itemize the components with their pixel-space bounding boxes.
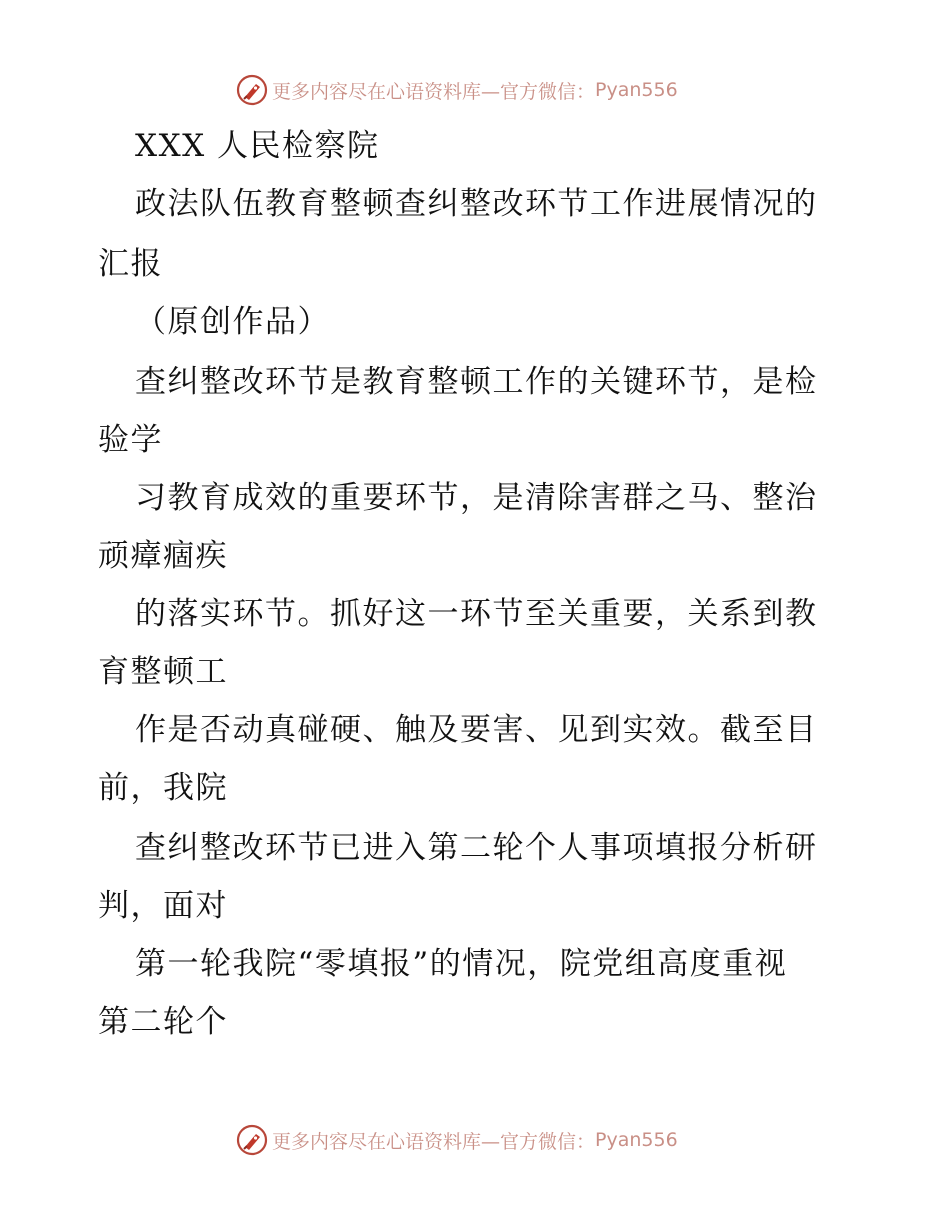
pen-nib-logo-icon	[236, 1124, 268, 1156]
pen-nib-logo-icon	[236, 74, 268, 106]
document-line: 的落实环节。抓好这一环节至关重要，关系到教	[135, 596, 818, 632]
document-line: 育整顿工	[98, 654, 228, 690]
document-line: 查纠整改环节已进入第二轮个人事项填报分析研	[135, 830, 818, 866]
document-line-title: 政法队伍教育整顿查纠整改环节工作进展情况的	[135, 186, 818, 222]
document-line: 判，面对	[98, 888, 228, 924]
watermark-wechat-id: Pyan556	[595, 79, 678, 101]
document-line: 第一轮我院“零填报”的情况，院党组高度重视	[135, 946, 788, 982]
footer-watermark	[236, 1122, 678, 1158]
document-line-note: （原创作品）	[135, 304, 330, 340]
document-line-org: XXX 人民检察院	[135, 128, 380, 164]
document-line: 习教育成效的重要环节，是清除害群之马、整治	[135, 480, 818, 516]
document-line: 前，我院	[98, 770, 228, 806]
header-watermark	[236, 72, 678, 108]
watermark-text: 更多内容尽在心语资料库—官方微信：	[272, 1130, 596, 1153]
document-line: 验学	[98, 422, 163, 458]
document-line: 顽瘴痼疾	[98, 538, 228, 574]
watermark-wechat-id: Pyan556	[595, 1129, 678, 1151]
document-line: 作是否动真碰硬、触及要害、见到实效。截至目	[135, 712, 818, 748]
document-line-title-cont: 汇报	[98, 246, 163, 282]
document-line: 查纠整改环节是教育整顿工作的关键环节，是检	[135, 364, 818, 400]
document-line: 第二轮个	[98, 1004, 228, 1040]
watermark-text: 更多内容尽在心语资料库—官方微信：	[272, 80, 596, 103]
